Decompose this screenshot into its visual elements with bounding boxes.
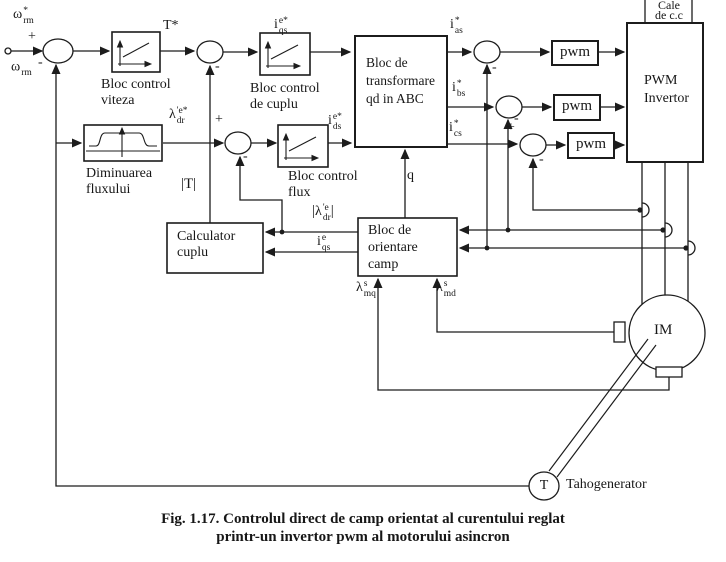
inverter-label: PWM Invertor bbox=[644, 73, 690, 106]
wire-fb-phase1 bbox=[533, 159, 640, 210]
caption-line-2: printr-un invertor pwm al motorului asincron bbox=[216, 529, 510, 545]
speed-ref-label: ω * rm bbox=[13, 6, 34, 26]
sign-speed-minus: - bbox=[38, 55, 43, 70]
iqs-ref-label: i e* qs bbox=[274, 16, 288, 36]
speed-fb-label: ω rm bbox=[11, 59, 32, 78]
field-orientation-label: Bloc de orientare camp bbox=[368, 223, 418, 272]
lambda-mq-label: λ s mq bbox=[356, 279, 376, 299]
flux-ref-label: λ 'e* dr bbox=[169, 106, 188, 126]
shaft-line-1 bbox=[549, 339, 648, 471]
flux-weak-curve bbox=[89, 133, 157, 146]
flux-sensor-q bbox=[656, 367, 682, 377]
sign-c-plus: + bbox=[507, 120, 515, 135]
ids-ref-label: i e* ds bbox=[328, 112, 342, 132]
tacho-label: Tahogenerator bbox=[566, 477, 647, 492]
wire-lambda-md bbox=[437, 279, 614, 332]
lambda-md-label: λ s md bbox=[436, 279, 456, 299]
tap-dot-1 bbox=[637, 207, 642, 212]
speed-ctrl-curve bbox=[123, 43, 149, 57]
tap-dot-2 bbox=[660, 227, 665, 232]
speed-controller-block bbox=[112, 32, 160, 72]
junction-dot-b bbox=[506, 228, 511, 233]
qd-abc-label: Bloc de transformare qd in ABC bbox=[366, 55, 435, 106]
sign-flux-minus: - bbox=[243, 149, 248, 164]
flux-abs-label: |λ 'e dr | bbox=[312, 203, 334, 223]
sign-torque-minus: - bbox=[215, 59, 220, 74]
junction-dot-flux bbox=[280, 230, 285, 235]
speed-controller-label: Bloc control viteza bbox=[101, 77, 171, 108]
flux-controller-label: Bloc control flux bbox=[288, 169, 358, 200]
sign-a-minus: - bbox=[492, 60, 497, 75]
ics-ref-label: i * cs bbox=[449, 119, 462, 139]
dc-link-label: Cale de c.c bbox=[655, 0, 683, 22]
flux-weakening-label: Diminuarea fluxului bbox=[86, 166, 153, 197]
torque-controller-label: Bloc control de cuplu bbox=[250, 81, 320, 112]
input-terminal bbox=[5, 48, 11, 54]
q-label: q bbox=[407, 168, 414, 183]
flux-sensor-d bbox=[614, 322, 625, 342]
pwm2-label: pwm bbox=[562, 98, 592, 114]
sum-speed-error bbox=[43, 39, 73, 63]
junction-dot-c bbox=[485, 246, 490, 251]
current-sensor-2 bbox=[665, 223, 672, 237]
ias-ref-label: i * as bbox=[450, 16, 463, 36]
shaft-line-2 bbox=[557, 345, 656, 477]
sign-c-minus: - bbox=[539, 152, 544, 167]
current-sensor-1 bbox=[642, 203, 649, 217]
tacho-symbol: T bbox=[539, 478, 549, 493]
torque-ctrl-curve bbox=[271, 45, 298, 59]
ibs-ref-label: i * bs bbox=[452, 79, 466, 99]
wire-flux-feedback bbox=[240, 157, 282, 232]
torque-abs-label: |T| bbox=[181, 176, 197, 192]
tap-dot-3 bbox=[683, 245, 688, 250]
pwm1-label: pwm bbox=[560, 44, 590, 60]
iqs-fb-label: i e qs bbox=[317, 233, 331, 253]
sign-b-minus: - bbox=[514, 111, 519, 126]
flux-ctrl-curve bbox=[289, 137, 316, 151]
current-sensor-3 bbox=[688, 241, 695, 255]
caption-line-1: Fig. 1.17. Controlul direct de camp orientat al curentului reglat bbox=[161, 511, 565, 527]
pwm3-label: pwm bbox=[576, 136, 606, 152]
motor-label: IM bbox=[654, 322, 673, 338]
flux-weakening-block bbox=[84, 125, 162, 161]
sign-speed-plus: + bbox=[28, 29, 36, 44]
torque-ref-label: T* bbox=[163, 18, 179, 33]
sign-flux-plus: + bbox=[215, 112, 223, 127]
torque-calculator-label: Calculator cuplu bbox=[177, 229, 236, 260]
